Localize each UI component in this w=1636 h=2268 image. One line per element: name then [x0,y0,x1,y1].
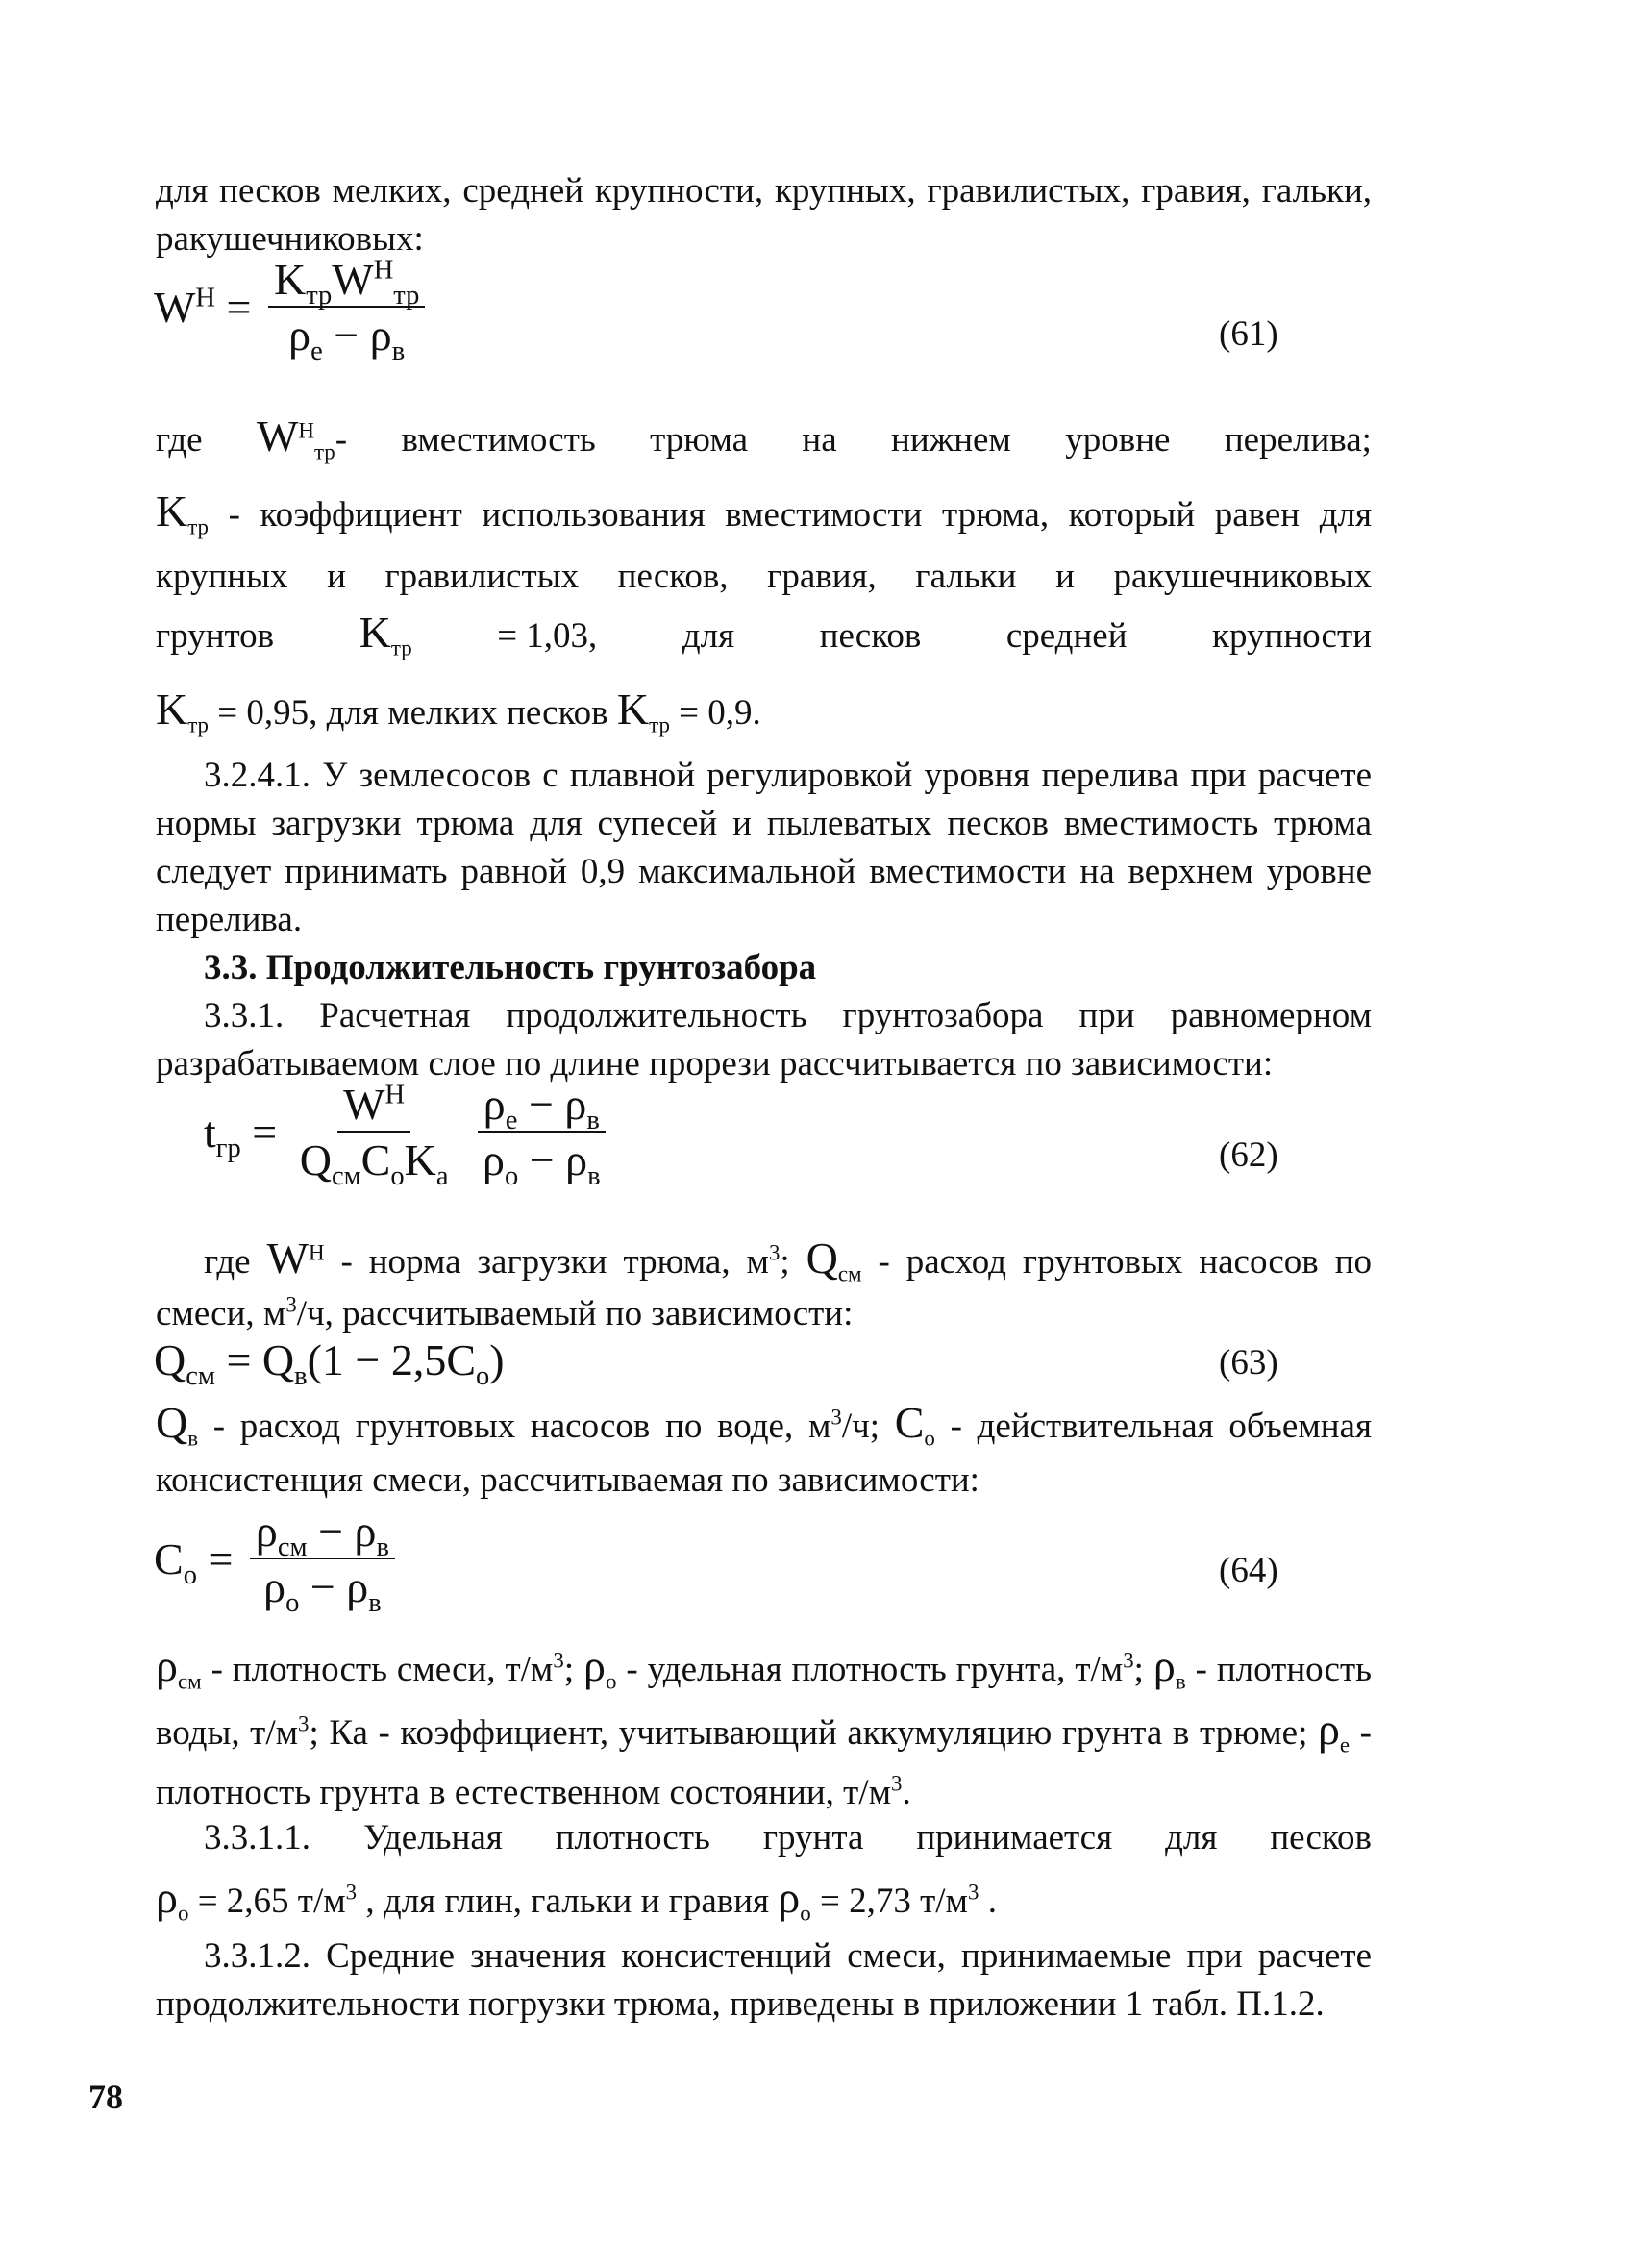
word: перелива; [1224,420,1372,460]
where-61-line [156,411,1372,464]
equation-63-number: (63) [1219,1343,1278,1383]
ktr-definition-text: - коэффициент использования вместимости трюма, который равен для крупных и гравилистых песков, гравия, гальки и ракушечниковых [156,495,1372,596]
eq64-lhs: $C_о$ = [154,1534,234,1591]
ktr-values-line [156,608,1372,658]
section-heading-3-3 [156,944,1372,992]
ktr-definition: $K_{тр}$ - коэффициент использования вместимости трюма, который равен для крупных и гравилистых песков, гравия, гальки и ракушечниковых [156,486,1372,596]
word: принимается [916,1818,1113,1857]
ktr-last-line: $K_{тр} = 0,95$, для мелких песков $K_{тр} = 0,9$. [156,685,761,737]
word: Удельная [362,1818,503,1857]
word: песков [1270,1818,1372,1857]
eq62-lhs: $t_{гр}$ = [204,1108,278,1164]
equation-61 [154,255,431,367]
word: 3.3.1.1. [204,1818,310,1857]
paragraph-3-3-1 [156,992,1372,1088]
w-tr-symbol: $W^H_{тр}-$ [256,411,348,464]
word: на [802,420,837,460]
ktr-symbol: $K_{тр}$ [359,608,412,660]
word: вместимость [401,420,596,460]
word: для [682,616,735,656]
word: песков [819,616,922,656]
equation-64-number: (64) [1219,1551,1278,1590]
paragraph-3-2-4-1 [156,752,1372,944]
eq64-fraction: $\frac{\rho_{см} - \rho_в}{\rho_о - \rho_в}$ [250,1509,395,1609]
paragraph-3-3-1-1-line2: $\rho_о = 2,65$ $т/м^3$ , для глин, гальки и гравия $\rho_о = 2,73$ $т/м^3$ . [156,1873,997,1926]
equation-61-number: (61) [1219,314,1278,354]
word: для [1165,1818,1218,1857]
paragraph-3-2-4-1-text: 3.2.4.1. У землесосов с плавной регулировкой уровня перелива при расчете нормы загрузки трюма для супесей и пылеватых песков вместимость трюма следует принимать равной 0,9 максимальной вместимости на верхнем уровне перелива. [156,756,1372,939]
paragraph-3-3-1-1-line1 [204,1813,1372,1863]
intro-paragraph [156,167,1372,263]
equation-64 [154,1507,401,1619]
qv-definition: $Q_в$ - расход грунтовых насосов по воде, $м^3/ч$; $C_о$ - действительная объемная консистенция смеси, рассчитываемая по зависимости: [156,1398,1372,1500]
paragraph-3-3-1-2-text: 3.3.1.2. Средние значения консистенций смеси, принимаемые при расчете продолжительности погрузки трюма, приведены в приложении 1 табл. П.1.2. [156,1936,1372,2024]
word: грунтов [156,616,275,656]
intro-text: для песков мелких, средней крупности, крупных, гравилистых, гравия, гальки, ракушечниковых: [156,171,1372,259]
ktr-value: = 1,03, [497,616,598,656]
word: нижнем [891,420,1011,460]
section-heading-text: 3.3. Продолжительность грунтозабора [204,948,817,987]
eq61-fraction: $\frac{K_{тр}W^H_{тр}}{\rho_е - \rho_в}$ [268,258,425,358]
word: крупности [1212,616,1372,656]
eq62-fraction-2: $\frac{\rho_е - \rho_в}{\rho_о - \rho_в}$ [477,1083,607,1183]
density-definitions: $\rho_{см}$ - плотность смеси, $т/м^3$; $\rho_о$ - удельная плотность грунта, $т/м^3$; $\rho_в$ - плотность воды, $т/м^3$; Ка - коэффициент, учитывающий аккумуляцию грунта в трюме; $\rho_е$ - плотность грунта в естественном состоянии, $т/м^3$. [156,1641,1373,1812]
eq61-lhs: $W^H$ = [154,283,252,332]
where-word: где [156,420,203,460]
equation-63: $Q_{см} = Q_в(1 - 2,5C_о)$ [154,1335,505,1392]
word: плотность [555,1818,710,1857]
word: уровне [1065,420,1171,460]
word: трюма [650,420,749,460]
paragraph-3-3-1-text: 3.3.1. Расчетная продолжительность грунтозабора при равномерном разрабатываемом слое по длине прорези рассчитывается по зависимости: [156,996,1372,1084]
page-number: 78 [88,2078,123,2116]
paragraph-3-3-1-2 [156,1932,1372,2029]
eq62-fraction-1: $\frac{W^H}{Q_{см}C_оK_а}$ [299,1080,449,1192]
equation-62-number: (62) [1219,1135,1278,1175]
where-62-paragraph: где $W^H$ - норма загрузки трюма, $м^3$; $Q_{см}$ - расход грунтовых насосов по смеси, $м^3/ч$, рассчитываемый по зависимости: [156,1234,1373,1333]
word: средней [1005,616,1128,656]
word: грунта [762,1818,864,1857]
equation-62 [204,1080,612,1192]
